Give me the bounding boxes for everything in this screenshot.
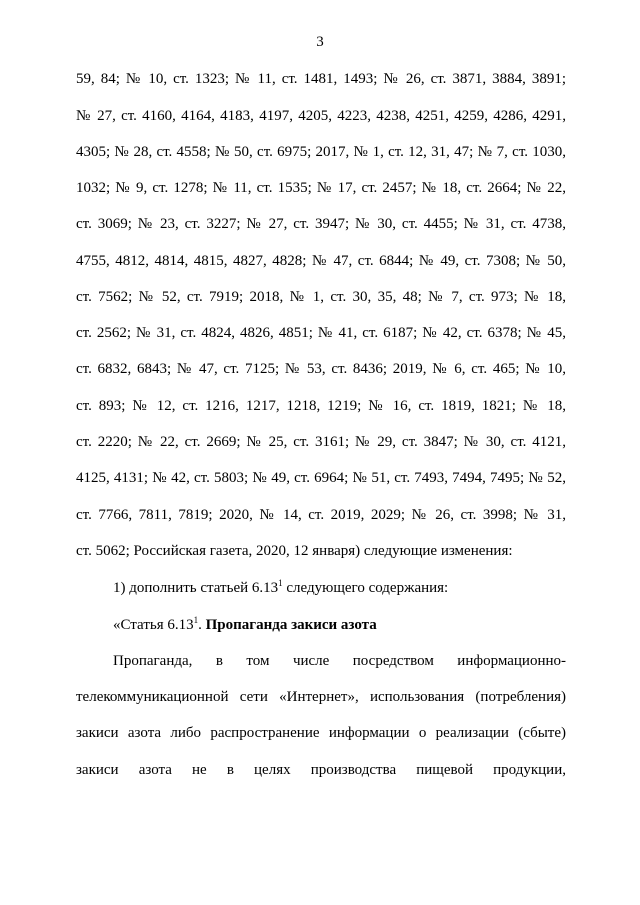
text-line: ст. 7766, 7811, 7819; 2020, № 14, ст. 2019, 2029; № 26, ст. 3998; № 31, <box>76 507 566 523</box>
text-line: № 27, ст. 4160, 4164, 4183, 4197, 4205, 4223, 4238, 4251, 4259, 4286, 4291, <box>76 108 566 124</box>
amendment-item-1 <box>113 579 448 597</box>
text-line: ст. 3069; № 23, ст. 3227; № 27, ст. 3947; № 30, ст. 4455; № 31, ст. 4738, <box>76 216 566 232</box>
text-line: ст. 6832, 6843; № 47, ст. 7125; № 53, ст. 8436; 2019, № 6, ст. 465; № 10, <box>76 361 566 377</box>
article-heading <box>113 616 377 634</box>
text-line: ст. 2220; № 22, ст. 2669; № 25, ст. 3161; № 29, ст. 3847; № 30, ст. 4121, <box>76 434 566 450</box>
text-line: Пропаганда, в том числе посредством информационно- <box>113 653 566 669</box>
item-text-tail: следующего содержания: <box>282 580 449 596</box>
text-line: закиси азота не в целях производства пищевой продукции, <box>76 762 566 778</box>
text-line-last: ст. 5062; Российская газета, 2020, 12 января) следующие изменения: <box>76 543 513 559</box>
item-superscript: 1 <box>278 578 283 588</box>
article-superscript: 1 <box>193 615 199 625</box>
article-title: Пропаганда закиси азота <box>201 617 377 633</box>
item-text: 1) дополнить статьей 6.13 <box>113 580 279 596</box>
text-line: ст. 2562; № 31, ст. 4824, 4826, 4851; № 41, ст. 6187; № 42, ст. 6378; № 45, <box>76 325 566 341</box>
text-line: ст. 893; № 12, ст. 1216, 1217, 1218, 1219; № 16, ст. 1819, 1821; № 18, <box>76 398 566 414</box>
page-number: 3 <box>316 34 324 50</box>
text-line: закиси азота либо распространение информации о реализации (сбыте) <box>76 725 566 741</box>
text-line: 59, 84; № 10, ст. 1323; № 11, ст. 1481, 1493; № 26, ст. 3871, 3884, 3891; <box>76 71 566 87</box>
text-line: ст. 7562; № 52, ст. 7919; 2018, № 1, ст. 30, 35, 48; № 7, ст. 973; № 18, <box>76 289 566 305</box>
article-number: «Статья 6.13 <box>113 617 194 633</box>
text-line: 1032; № 9, ст. 1278; № 11, ст. 1535; № 17, ст. 2457; № 18, ст. 2664; № 22, <box>76 180 566 196</box>
text-line: 4125, 4131; № 42, ст. 5803; № 49, ст. 6964; № 51, ст. 7493, 7494, 7495; № 52, <box>76 470 566 486</box>
text-line: телекоммуникационной сети «Интернет», использования (потребления) <box>76 689 566 705</box>
text-line: 4305; № 28, ст. 4558; № 50, ст. 6975; 2017, № 1, ст. 12, 31, 47; № 7, ст. 1030, <box>76 144 566 160</box>
text-line: 4755, 4812, 4814, 4815, 4827, 4828; № 47, ст. 6844; № 49, ст. 7308; № 50, <box>76 253 566 269</box>
article-dot: . <box>198 617 202 633</box>
